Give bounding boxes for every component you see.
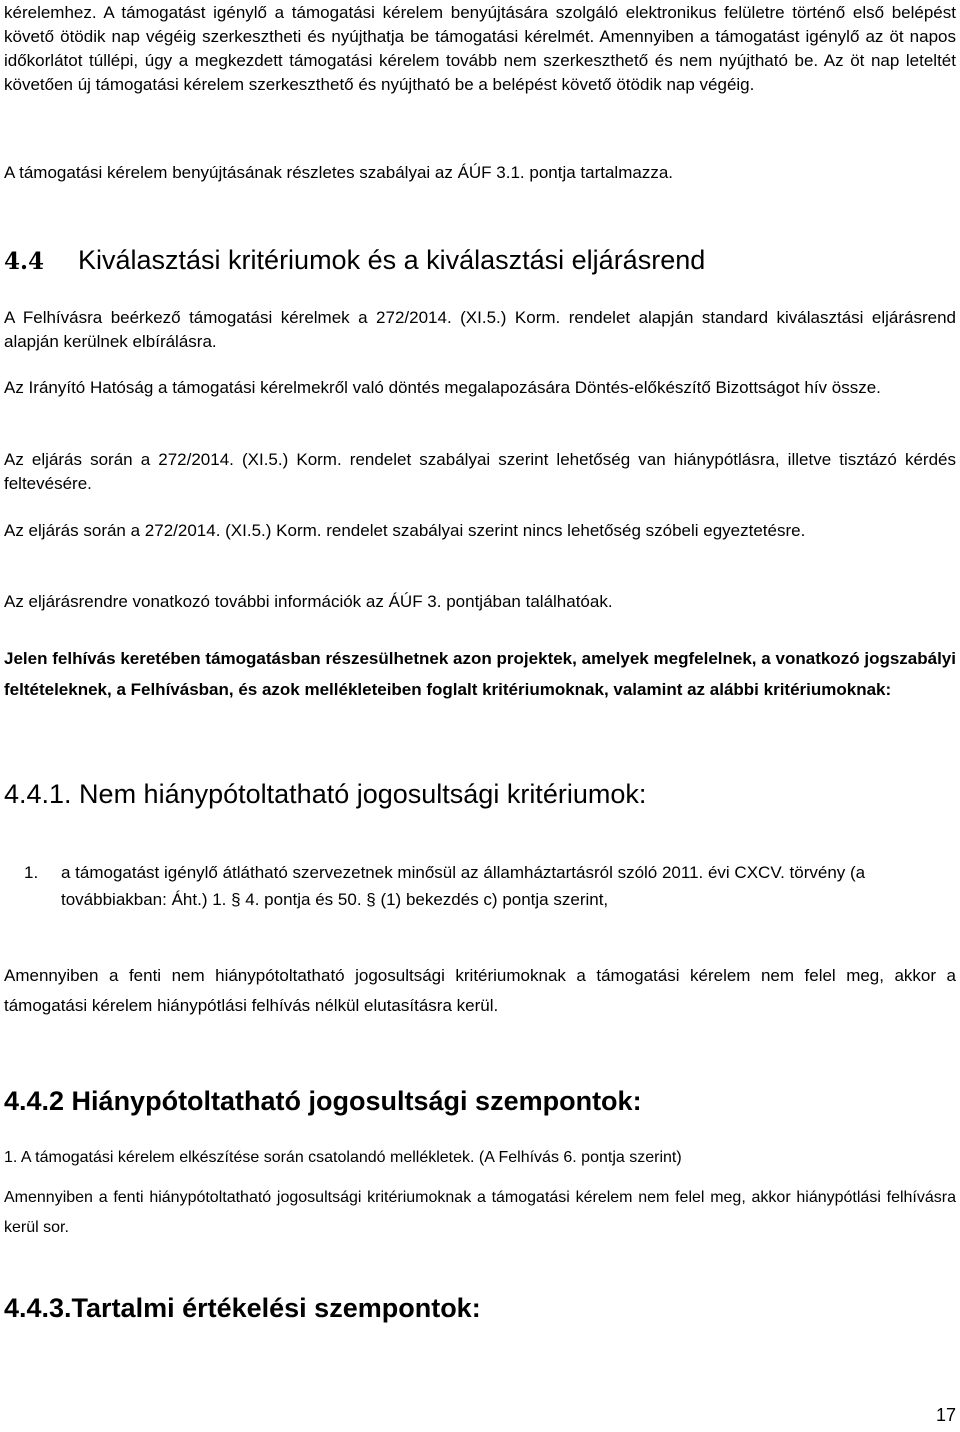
tovabbi-informaciok-paragraph: Az eljárásrendre vonatkozó további információk az ÁÚF 3. pontjában találhatóak.	[4, 592, 613, 611]
intro-paragraph: kérelemhez. A támogatást igénylő a támogatási kérelem benyújtására szolgáló elektronikus felületre történő első belépést követő ötödik nap végéig szerkesztheti és nyújthatja be támogatási kérelmét. Amennyiben a támogatást igénylő az öt napos időkorlátot túllépi, úgy a megkezdett támogatási kérelem tovább nem szerkeszthető és nem nyújtható be. Az öt nap leteltét követően új támogatási kérelem szerkeszthető és nyújtható be a belépést követő ötödik nap végéig.	[4, 3, 956, 94]
list-item-text: a támogatást igénylő átlátható szervezetnek minősül az államháztartásról szóló 2011. évi CXCV. törvény (a továbbiakban: Áht.) 1. § 4. pontja és 50. § (1) bekezdés c) pontja szerint,	[61, 863, 866, 909]
criteria-intro-paragraph: Jelen felhívás keretében támogatásban részesülhetnek azon projektek, amelyek megfelelnek, a vonatkozó jogszabályi feltételeknek, a Felhívásban, és azok mellékleteiben foglalt kritériumoknak, valamint az alábbi kritériumoknak:	[4, 649, 956, 699]
section-heading-4-4-3: 4.4.3.Tartalmi értékelési szempontok:	[4, 1293, 481, 1323]
rules-paragraph: A támogatási kérelem benyújtásának részletes szabályai az ÁÚF 3.1. pontja tartalmazza.	[4, 163, 674, 182]
section-heading-4-4	[4, 243, 705, 279]
hianypotlas-paragraph: Az eljárás során a 272/2014. (XI.5.) Korm. rendelet szabályai szerint lehetőség van hiánypótlásra, illetve tisztázó kérdés feltevésére.	[4, 450, 956, 493]
section-number: 4.4	[4, 248, 45, 275]
iranyito-hatosag-paragraph: Az Irányító Hatóság a támogatási kérelmekről való döntés megalapozására Döntés-előkészítő Bizottságot hív össze.	[4, 378, 881, 397]
page-number: 17	[935, 1405, 956, 1425]
szobeli-egyeztetes-paragraph: Az eljárás során a 272/2014. (XI.5.) Korm. rendelet szabályai szerint nincs lehetőség szóbeli egyeztetésre.	[4, 521, 806, 540]
attachments-list-item: 1. A támogatási kérelem elkészítése során csatolandó mellékletek. (A Felhívás 6. pontja szerint)	[4, 1149, 682, 1166]
hianypotolhato-paragraph: Amennyiben a fenti hiánypótoltatható jogosultsági kritériumoknak a támogatási kérelem nem felel meg, akkor hiánypótlási felhívásra kerül sor.	[4, 1189, 956, 1236]
nem-hianypotolhato-paragraph: Amennyiben a fenti nem hiánypótoltatható jogosultsági kritériumoknak a támogatási kérelem nem felel meg, akkor a támogatási kérelem hiánypótlási felhívás nélkül elutasításra kerül.	[4, 966, 956, 1015]
list-item-number: 1.	[24, 863, 39, 882]
section-title: Kiválasztási kritériumok és a kiválasztási eljárásrend	[78, 245, 706, 275]
felhivas-paragraph: A Felhívásra beérkező támogatási kérelmek a 272/2014. (XI.5.) Korm. rendelet alapján standard kiválasztási eljárásrend alapján kerülnek elbírálásra.	[4, 308, 956, 351]
section-heading-4-4-2: 4.4.2 Hiánypótoltatható jogosultsági szempontok:	[4, 1086, 642, 1116]
list-item	[24, 859, 956, 913]
section-heading-4-4-1: 4.4.1. Nem hiánypótoltatható jogosultsági kritériumok:	[4, 779, 647, 809]
